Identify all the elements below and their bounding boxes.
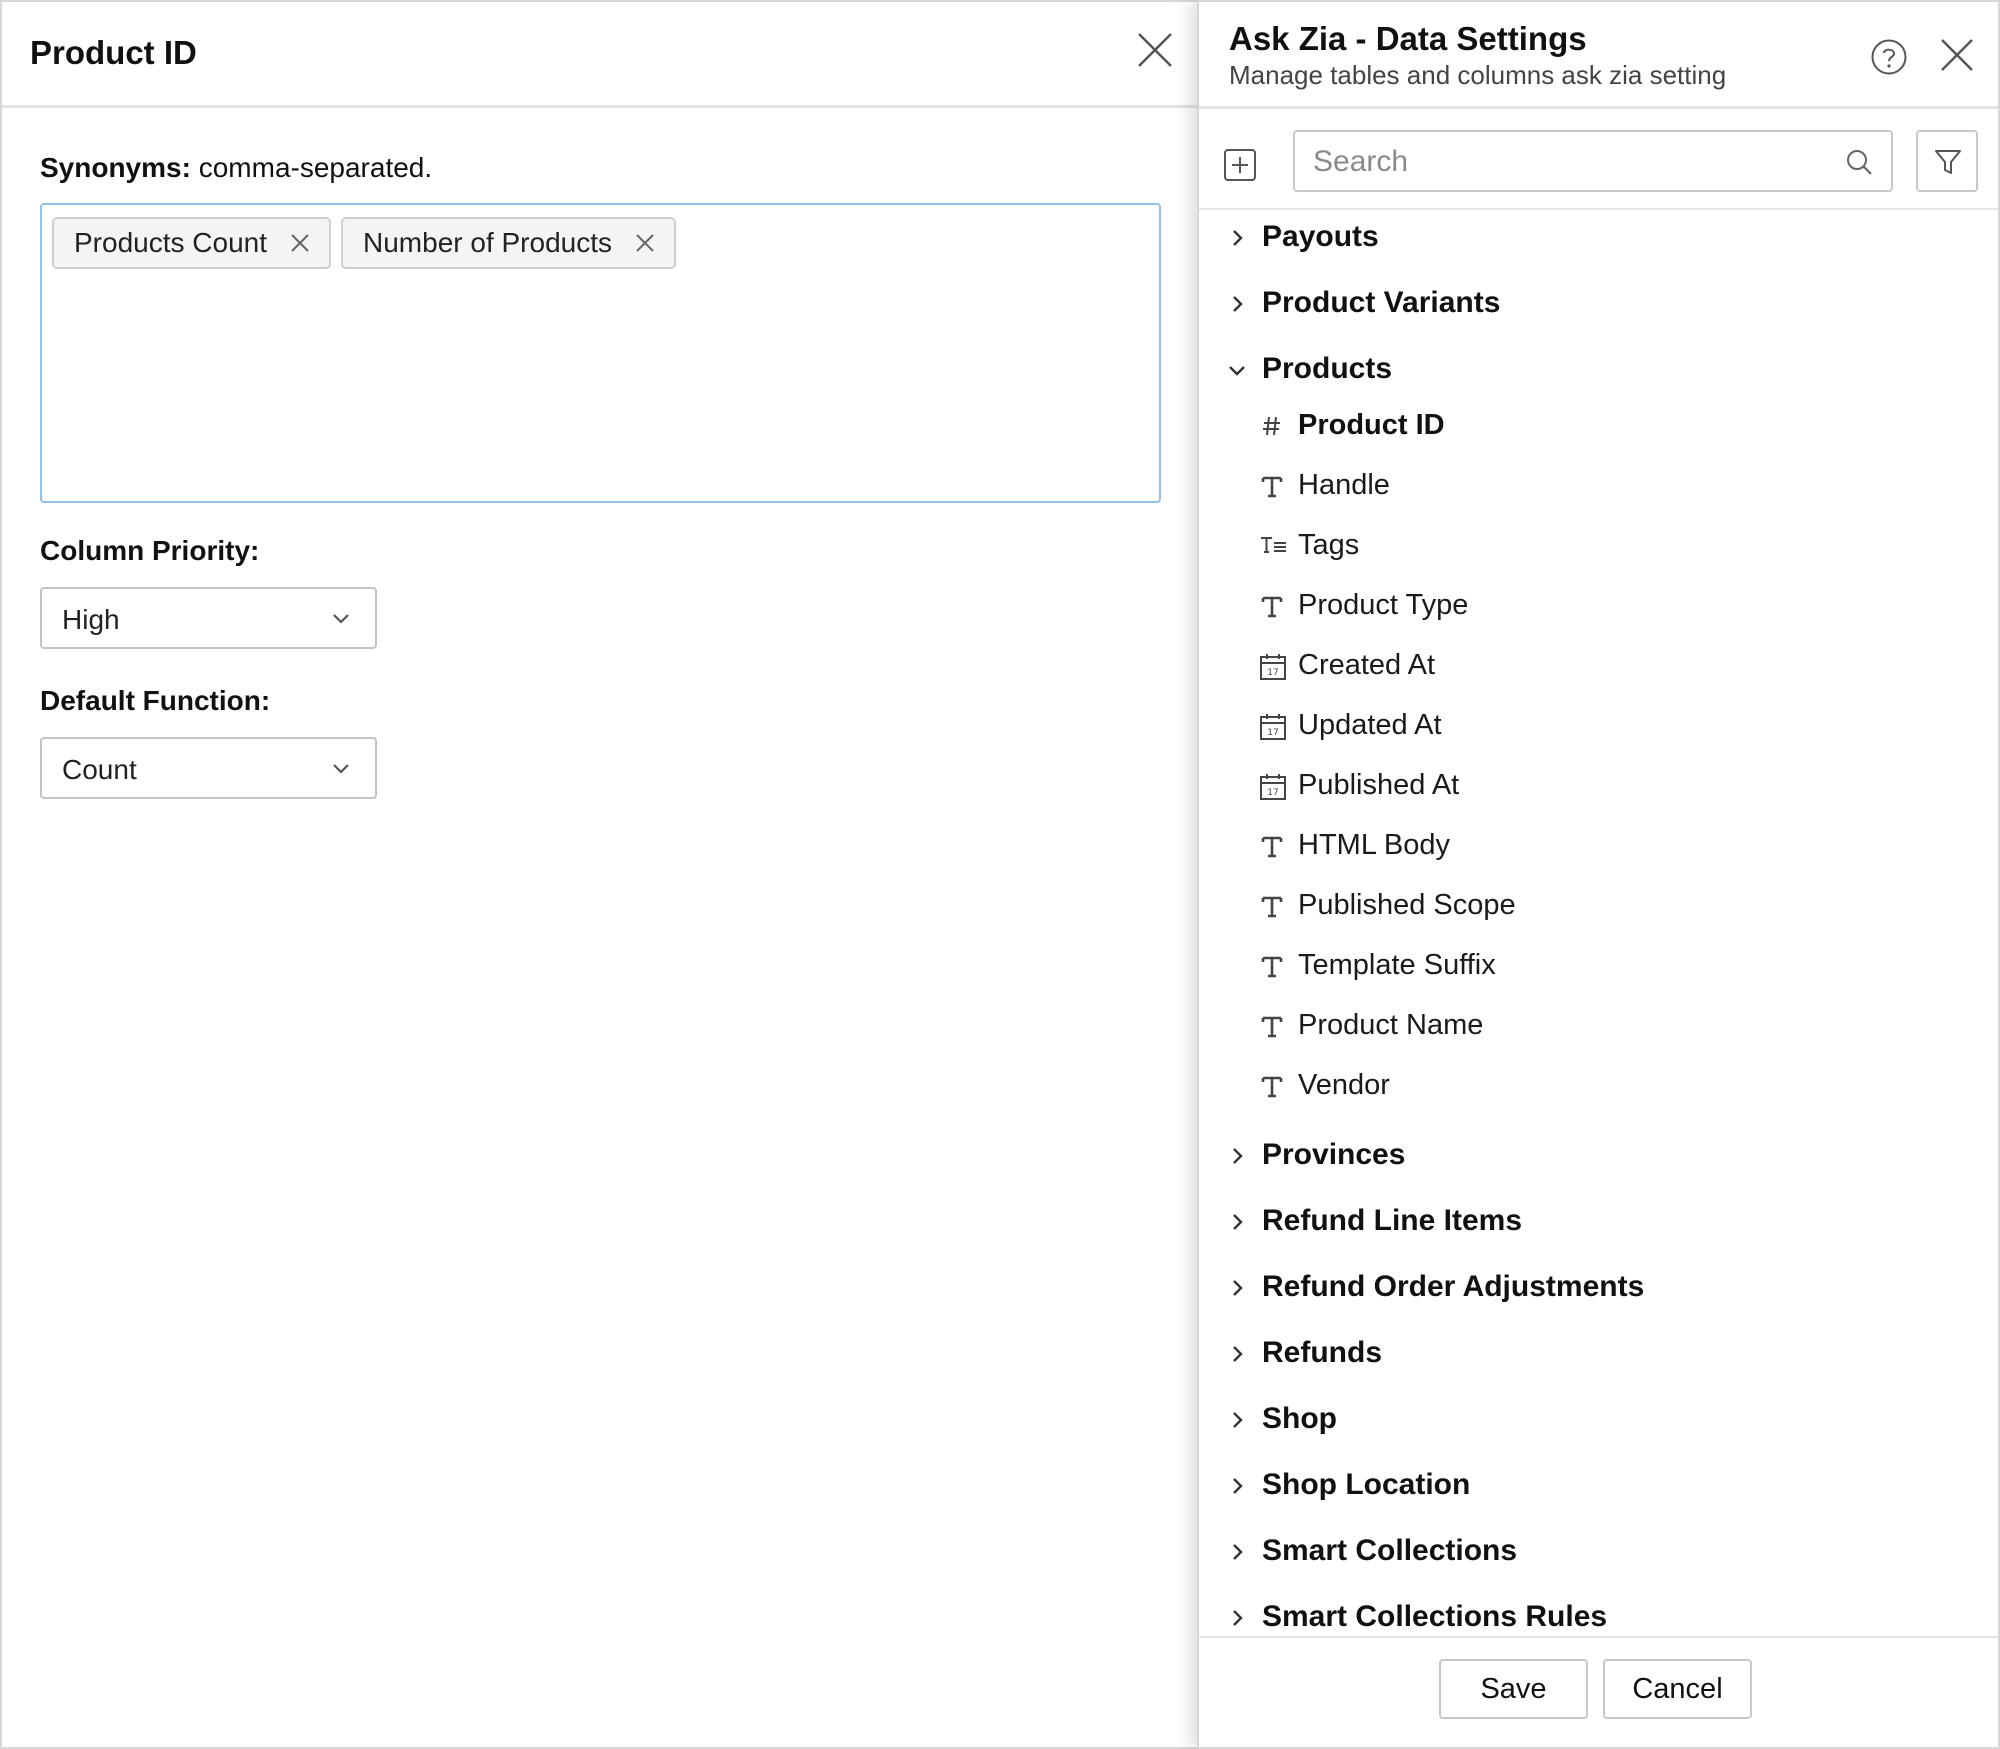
close-icon[interactable] — [1133, 28, 1177, 72]
chevron-right-icon — [1227, 1542, 1247, 1562]
column-priority-value: High — [62, 604, 120, 635]
default-function-label: Default Function: — [40, 685, 271, 716]
column-item[interactable] — [1199, 583, 1998, 629]
text-type-icon — [1259, 1013, 1287, 1041]
table-label: Smart Collections — [1262, 1534, 1518, 1567]
column-label: Product ID — [1298, 409, 1445, 441]
synonym-chip — [341, 217, 676, 269]
divider — [1199, 106, 1998, 109]
column-item[interactable] — [1199, 1063, 1998, 1109]
text-type-icon — [1259, 473, 1287, 501]
text-type-icon — [1259, 1073, 1287, 1101]
table-tree — [1199, 210, 1998, 1636]
column-item[interactable] — [1199, 883, 1998, 929]
default-function-value: Count — [62, 754, 137, 785]
column-settings-header — [2, 2, 1197, 108]
column-item[interactable] — [1199, 763, 1998, 809]
column-label: Vendor — [1298, 1069, 1390, 1101]
table-node[interactable] — [1199, 214, 1998, 264]
column-label: Product Type — [1298, 589, 1469, 621]
divider — [1199, 1636, 1998, 1638]
table-node[interactable] — [1199, 1594, 1998, 1636]
synonym-chip — [52, 217, 331, 269]
synonym-chip-label: Products Count — [74, 227, 267, 258]
table-label: Products — [1262, 352, 1393, 385]
column-item[interactable] — [1199, 823, 1998, 869]
help-icon[interactable] — [1870, 38, 1908, 76]
table-node[interactable] — [1199, 1462, 1998, 1512]
column-item[interactable] — [1199, 1003, 1998, 1049]
table-node[interactable] — [1199, 1198, 1998, 1248]
table-label: Refunds — [1262, 1336, 1382, 1369]
hash-icon — [1259, 413, 1287, 441]
column-label: Published Scope — [1298, 889, 1516, 921]
chevron-right-icon — [1227, 1608, 1247, 1628]
calendar-day: 17 — [1267, 788, 1279, 798]
table-node[interactable] — [1199, 1132, 1998, 1182]
default-function-select[interactable] — [40, 737, 377, 799]
chevron-right-icon — [1227, 1212, 1247, 1232]
column-label: Updated At — [1298, 709, 1442, 741]
ask-zia-data-settings-panel — [1197, 0, 2000, 1749]
column-item[interactable] — [1199, 943, 1998, 989]
filter-button[interactable] — [1916, 130, 1978, 192]
close-icon[interactable] — [1937, 35, 1977, 75]
column-item[interactable] — [1199, 703, 1998, 749]
text-type-icon — [1259, 893, 1287, 921]
remove-chip-icon[interactable] — [289, 232, 311, 254]
column-label: Created At — [1298, 649, 1436, 681]
column-label: Product Name — [1298, 1009, 1484, 1041]
synonym-chip-label: Number of Products — [363, 227, 612, 258]
search-input[interactable] — [1313, 142, 1833, 182]
chevron-down-icon — [331, 759, 351, 779]
column-priority-label: Column Priority: — [40, 535, 260, 566]
chevron-right-icon — [1227, 1146, 1247, 1166]
column-label: Published At — [1298, 769, 1460, 801]
chevron-right-icon — [1227, 1278, 1247, 1298]
chevron-right-icon — [1227, 294, 1247, 314]
chevron-down-icon — [331, 609, 351, 629]
table-node-expanded[interactable] — [1199, 346, 1998, 396]
save-button[interactable]: Save — [1439, 1659, 1588, 1719]
remove-chip-icon[interactable] — [634, 232, 656, 254]
text-type-icon — [1259, 953, 1287, 981]
table-node[interactable] — [1199, 1264, 1998, 1314]
column-label: Handle — [1298, 469, 1390, 501]
filter-icon — [1933, 147, 1963, 177]
chevron-right-icon — [1227, 1476, 1247, 1496]
panel-subtitle: Manage tables and columns ask zia setting — [1229, 60, 1727, 90]
search-icon[interactable] — [1845, 148, 1873, 176]
column-label: Tags — [1298, 529, 1360, 561]
table-node[interactable] — [1199, 1396, 1998, 1446]
table-node[interactable] — [1199, 280, 1998, 330]
add-icon[interactable] — [1223, 148, 1257, 182]
panel-title: Ask Zia - Data Settings — [1229, 20, 1587, 57]
chevron-right-icon — [1227, 1344, 1247, 1364]
table-node[interactable] — [1199, 1528, 1998, 1578]
calendar-day: 17 — [1267, 668, 1279, 678]
calendar-icon — [1259, 713, 1287, 741]
table-label: Payouts — [1262, 220, 1379, 253]
column-item-selected[interactable] — [1199, 403, 1998, 449]
text-list-icon — [1259, 533, 1287, 561]
chevron-right-icon — [1227, 228, 1247, 248]
table-label: Shop — [1262, 1402, 1337, 1435]
column-item[interactable] — [1199, 463, 1998, 509]
table-label: Refund Line Items — [1262, 1204, 1523, 1237]
table-label: Refund Order Adjustments — [1262, 1270, 1645, 1303]
column-label: Template Suffix — [1298, 949, 1496, 981]
chevron-right-icon — [1227, 1410, 1247, 1430]
column-priority-select[interactable] — [40, 587, 377, 649]
calendar-icon — [1259, 773, 1287, 801]
table-node[interactable] — [1199, 1330, 1998, 1380]
table-label: Product Variants — [1262, 286, 1501, 319]
search-box — [1293, 130, 1893, 192]
synonyms-input[interactable] — [40, 203, 1161, 503]
table-label: Provinces — [1262, 1138, 1406, 1171]
text-type-icon — [1259, 593, 1287, 621]
calendar-day: 17 — [1267, 728, 1279, 738]
text-type-icon — [1259, 833, 1287, 861]
column-label: HTML Body — [1298, 829, 1451, 861]
synonyms-label: Synonyms: comma-separated. — [40, 152, 433, 183]
column-item[interactable] — [1199, 523, 1998, 569]
column-title: Product ID — [30, 34, 197, 71]
cancel-button[interactable]: Cancel — [1603, 1659, 1752, 1719]
table-label: Smart Collections Rules — [1262, 1600, 1608, 1633]
table-label: Shop Location — [1262, 1468, 1471, 1501]
column-item[interactable] — [1199, 643, 1998, 689]
calendar-icon — [1259, 653, 1287, 681]
chevron-down-icon — [1227, 360, 1247, 380]
